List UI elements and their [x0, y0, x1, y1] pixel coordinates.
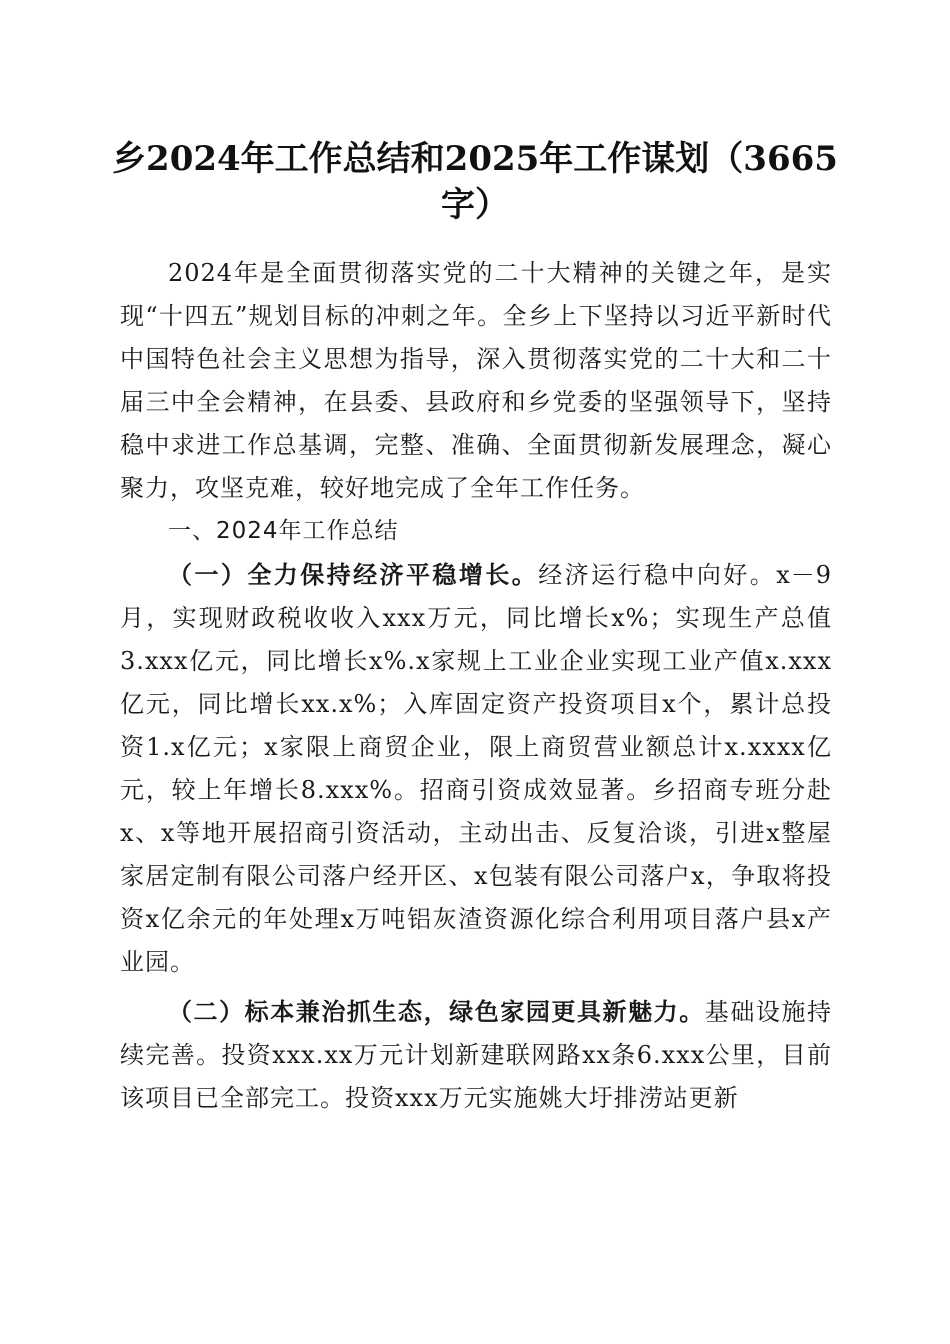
item-2-text: 基础设施持续完善。投资xxx.xx万元计划新建联网路xx条6.xxx公里，目前该项目已全部完工。投资xxx万元实施姚大圩排涝站更新	[120, 998, 833, 1112]
section-heading: 一、2024年工作总结	[168, 518, 399, 544]
item-2-paragraph	[120, 990, 832, 1120]
item-2-lead: （二）标本兼治抓生态，绿色家园更具新魅力。	[168, 997, 705, 1026]
item-1-text: 经济运行稳中向好。x－9月，实现财政税收收入xxx万元，同比增长x%；实现生产总值3.xxx亿元，同比增长x%.x家规上工业企业实现工业产值x.xxx亿元，同比增长xx.x%；入库固定资产投资项目x个，累计总投资1.x亿元；x家限上商贸企业，限上商贸营业额总计x.xxxx亿元，较上年增长8.xxx%。招商引资成效显著。乡招商专班分赴x、x等地开展招商引资活动，主动出击、反复洽谈，引进x整屋家居定制有限公司落户经开区、x包装有限公司落户x，争取将投资x亿余元的年处理x万吨铝灰渣资源化综合利用项目落户县x产业园。	[120, 561, 832, 976]
document-body	[120, 252, 832, 1120]
item-1-lead: （一）全力保持经济平稳增长。	[168, 560, 539, 589]
item-1-paragraph	[120, 553, 832, 984]
intro-paragraph: 2024年是全面贯彻落实党的二十大精神的关键之年，是实现“十四五”规划目标的冲刺之年。全乡上下坚持以习近平新时代中国特色社会主义思想为指导，深入贯彻落实党的二十大和二十届三中全会精神，在县委、县政府和乡党委的坚强领导下，坚持稳中求进工作总基调，完整、准确、全面贯彻新发展理念，凝心聚力，攻坚克难，较好地完成了全年工作任务。	[120, 259, 832, 502]
document-title: 乡2024年工作总结和2025年工作谋划（3665字）	[112, 139, 838, 225]
